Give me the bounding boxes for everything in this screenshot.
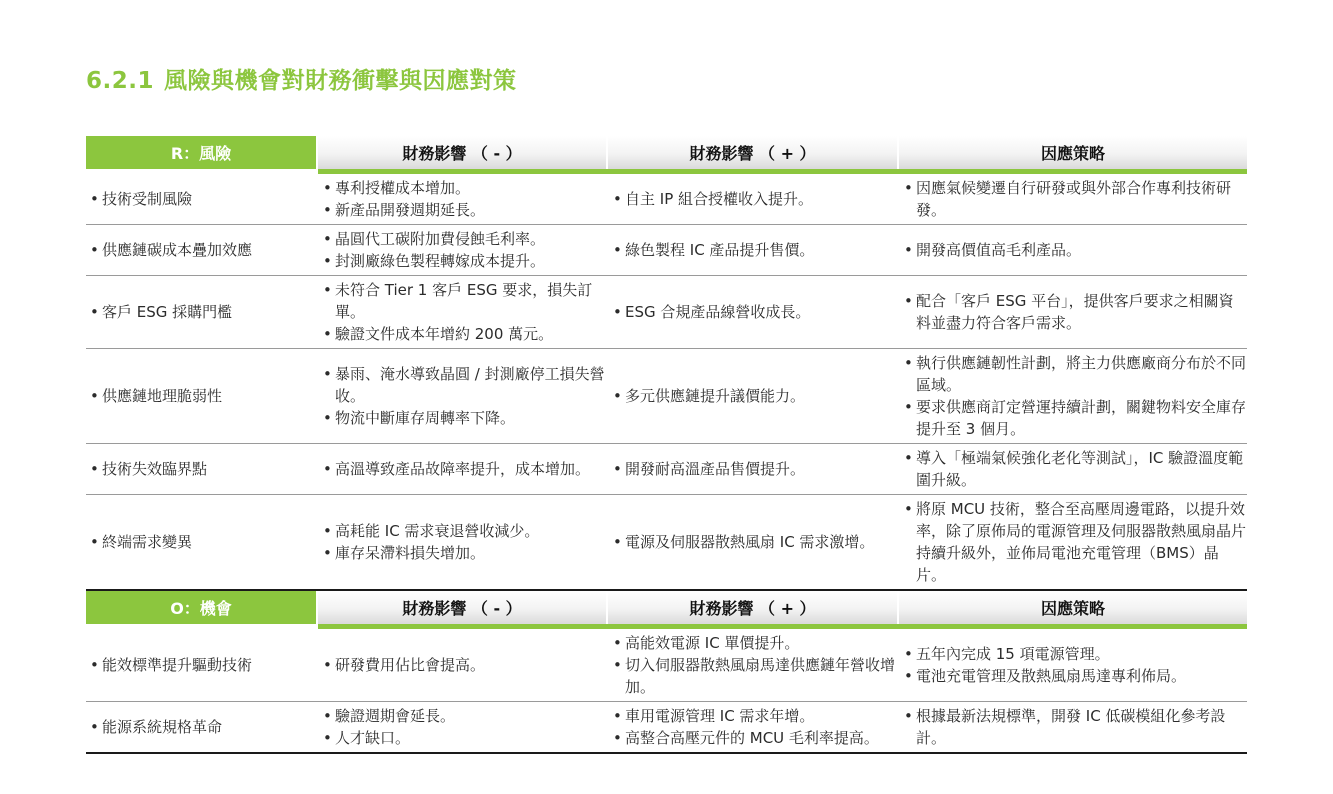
strategy-list [902,352,1247,440]
category-item: • 客戶 ESG 採購門檻 [88,301,317,323]
negative-item: • 高溫導致產品故障率提升，成本增加。 [321,458,607,480]
strategy-list [902,447,1247,491]
strategy-item: • 開發高價值高毛利產品。 [902,239,1247,261]
risk-header-positive: 財務影響 （ + ） [607,136,898,172]
category-list [88,531,317,553]
positive-cell [607,444,898,495]
opportunity-row [86,627,1247,702]
category-list [88,716,317,738]
risk-header-negative: 財務影響 （ - ） [317,136,607,172]
risk-header-category: R：風險 [86,136,317,172]
category-cell [86,276,317,349]
risk-row [86,225,1247,276]
positive-list [611,301,898,323]
category-cell [86,444,317,495]
negative-list [321,654,607,676]
positive-item: • 多元供應鏈提升議價能力。 [611,385,898,407]
risk-row [86,172,1247,225]
positive-cell [607,276,898,349]
strategy-cell [898,627,1247,702]
category-list [88,301,317,323]
strategy-cell [898,225,1247,276]
positive-item: • 車用電源管理 IC 需求年增。 [611,705,898,727]
strategy-item: • 配合「客戶 ESG 平台」，提供客戶要求之相關資料並盡力符合客戶需求。 [902,290,1247,334]
opportunity-header-negative: 財務影響 （ - ） [317,590,607,627]
category-item: • 終端需求變異 [88,531,317,553]
category-item: • 技術失效臨界點 [88,458,317,480]
opportunity-header-row [86,590,1247,627]
negative-list [321,177,607,221]
risk-opportunity-table [86,136,1247,754]
opportunity-header-positive: 財務影響 （ + ） [607,590,898,627]
positive-item: • 自主 IP 組合授權收入提升。 [611,188,898,210]
category-cell [86,702,317,754]
opportunity-header-category: O：機會 [86,590,317,627]
negative-item: • 驗證週期會延長。 [321,705,607,727]
negative-list [321,458,607,480]
risk-row [86,444,1247,495]
positive-cell [607,349,898,444]
negative-list [321,520,607,564]
negative-list [321,363,607,429]
negative-item: • 庫存呆滯料損失增加。 [321,542,607,564]
category-item: • 供應鏈地理脆弱性 [88,385,317,407]
negative-item: • 物流中斷庫存周轉率下降。 [321,407,607,429]
category-cell [86,495,317,591]
positive-list [611,458,898,480]
negative-cell [317,172,607,225]
strategy-item: • 因應氣候變遷自行研發或與外部合作專利技術研發。 [902,177,1247,221]
category-item: • 能源系統規格革命 [88,716,317,738]
risk-row [86,276,1247,349]
category-item: • 技術受制風險 [88,188,317,210]
negative-list [321,228,607,272]
strategy-item: • 電池充電管理及散熱風扇馬達專利佈局。 [902,665,1247,687]
positive-item: • 綠色製程 IC 產品提升售價。 [611,239,898,261]
negative-item: • 專利授權成本增加。 [321,177,607,199]
positive-item: • 切入伺服器散熱風扇馬達供應鏈年營收增加。 [611,654,898,698]
section-title-text: 風險與機會對財務衝擊與因應對策 [164,68,517,94]
strategy-cell [898,702,1247,754]
negative-cell [317,276,607,349]
category-item: • 能效標準提升驅動技術 [88,654,317,676]
negative-cell [317,495,607,591]
strategy-item: • 執行供應鏈韌性計劃，將主力供應廠商分布於不同區域。 [902,352,1247,396]
positive-list [611,632,898,698]
negative-cell [317,444,607,495]
negative-item: • 封測廠綠色製程轉嫁成本提升。 [321,250,607,272]
negative-item: • 未符合 Tier 1 客戶 ESG 要求，損失訂單。 [321,279,607,323]
positive-list [611,239,898,261]
strategy-item: • 將原 MCU 技術，整合至高壓周邊電路，以提升效率，除了原佈局的電源管理及伺服器散熱風扇晶片持續升級外，並佈局電池充電管理（BMS）晶片。 [902,498,1247,586]
category-list [88,385,317,407]
strategy-item: • 根據最新法規標準，開發 IC 低碳模組化參考設計。 [902,705,1247,749]
strategy-list [902,177,1247,221]
positive-list [611,531,898,553]
negative-item: • 人才缺口。 [321,727,607,749]
opportunity-header-strategy: 因應策略 [898,590,1247,627]
positive-item: • 高能效電源 IC 單價提升。 [611,632,898,654]
risk-header-strategy: 因應策略 [898,136,1247,172]
category-list [88,654,317,676]
positive-cell [607,225,898,276]
category-list [88,239,317,261]
positive-list [611,705,898,749]
strategy-cell [898,276,1247,349]
strategy-list [902,498,1247,586]
strategy-list [902,239,1247,261]
positive-list [611,188,898,210]
strategy-list [902,705,1247,749]
positive-list [611,385,898,407]
category-item: • 供應鏈碳成本疊加效應 [88,239,317,261]
positive-cell [607,495,898,591]
positive-item: • 高整合高壓元件的 MCU 毛利率提高。 [611,727,898,749]
category-cell [86,627,317,702]
negative-item: • 新產品開發週期延長。 [321,199,607,221]
category-list [88,458,317,480]
positive-cell [607,702,898,754]
negative-item: • 研發費用佔比會提高。 [321,654,607,676]
negative-list [321,279,607,345]
risk-header-row [86,136,1247,172]
negative-cell [317,225,607,276]
strategy-cell [898,172,1247,225]
negative-item: • 暴雨、淹水導致晶圓 / 封測廠停工損失營收。 [321,363,607,407]
negative-item: • 高耗能 IC 需求衰退營收減少。 [321,520,607,542]
negative-item: • 晶圓代工碳附加費侵蝕毛利率。 [321,228,607,250]
strategy-item: • 要求供應商訂定營運持續計劃，關鍵物料安全庫存提升至 3 個月。 [902,396,1247,440]
risk-row [86,349,1247,444]
strategy-list [902,643,1247,687]
table-body [86,136,1247,753]
strategy-list [902,290,1247,334]
positive-item: • 開發耐高溫產品售價提升。 [611,458,898,480]
section-number: 6.2.1 [86,68,154,94]
strategy-item: • 導入「極端氣候強化老化等測試」，IC 驗證溫度範圍升級。 [902,447,1247,491]
category-cell [86,172,317,225]
positive-cell [607,627,898,702]
category-cell [86,349,317,444]
negative-item: • 驗證文件成本年增約 200 萬元。 [321,323,607,345]
positive-cell [607,172,898,225]
category-list [88,188,317,210]
opportunity-row [86,702,1247,754]
negative-cell [317,702,607,754]
negative-cell [317,627,607,702]
strategy-cell [898,349,1247,444]
section-title [86,62,517,95]
risk-row [86,495,1247,591]
positive-item: • 電源及伺服器散熱風扇 IC 需求激增。 [611,531,898,553]
negative-cell [317,349,607,444]
strategy-cell [898,495,1247,591]
category-cell [86,225,317,276]
strategy-cell [898,444,1247,495]
strategy-item: • 五年內完成 15 項電源管理。 [902,643,1247,665]
negative-list [321,705,607,749]
positive-item: • ESG 合規產品線營收成長。 [611,301,898,323]
